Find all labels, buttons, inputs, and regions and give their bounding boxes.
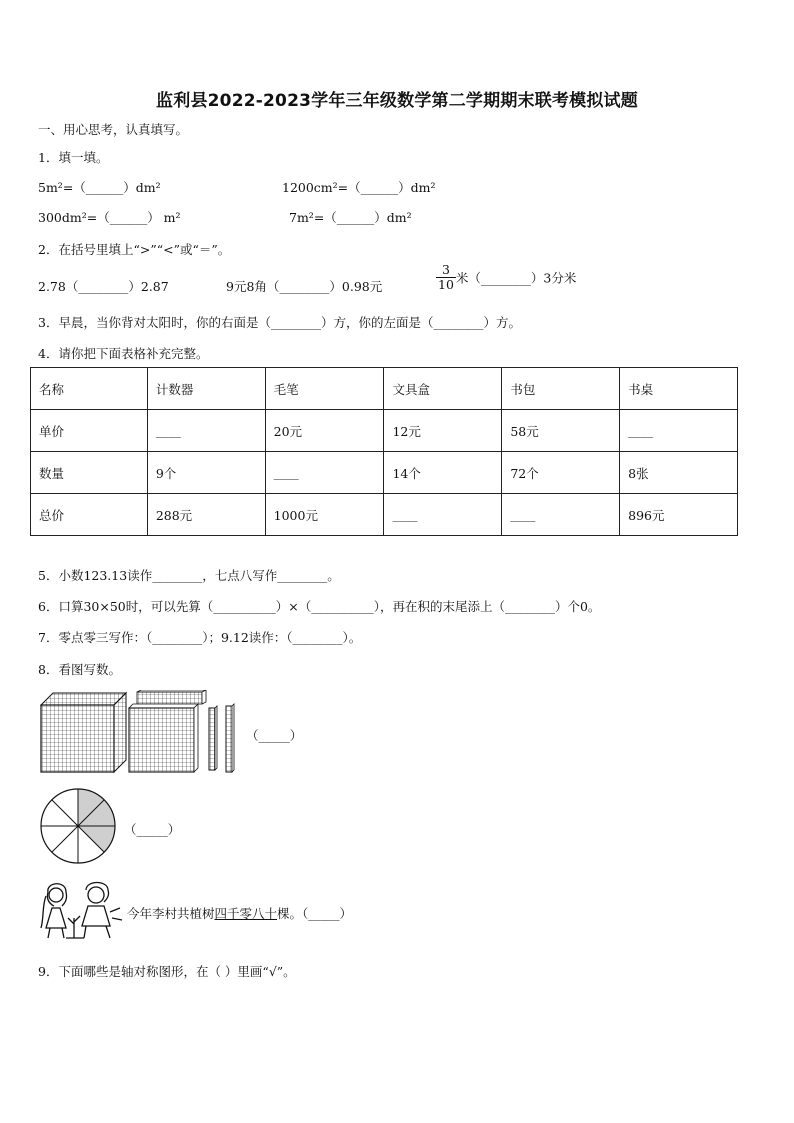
hundred-flat-icon [129, 704, 198, 772]
q8-blank-1: （_____） [246, 728, 303, 743]
q2-heading: 2．在括号里填上“>”“<”或“＝”。 [38, 242, 231, 257]
q8-heading: 8．看图写数。 [38, 662, 121, 677]
children-illustration [38, 878, 124, 942]
fraction-denominator: 10 [438, 277, 454, 292]
q8-item-3-prefix: 今年李村共植树 [127, 906, 215, 921]
table-cell: 总价 [31, 494, 148, 536]
table-row [31, 494, 738, 536]
table-cell: 书包 [502, 368, 620, 410]
table-cell: 名称 [31, 368, 148, 410]
q7-text: 7．零点零三写作：（________）；9.12读作：（________）。 [38, 630, 362, 645]
table-cell: 9个 [147, 452, 265, 494]
q2-item-c-text: 米（________）3分米 [455, 270, 577, 286]
table-cell: 文具盒 [384, 368, 502, 410]
table-row [31, 410, 738, 452]
table-cell: ____ [384, 494, 502, 536]
table-cell: 单价 [31, 410, 148, 452]
table-cell: 毛笔 [265, 368, 384, 410]
table-cell: 20元 [265, 410, 384, 452]
base-ten-blocks-figure [38, 690, 244, 776]
section-heading: 一、用心思考，认真填写。 [38, 122, 189, 137]
table-cell: 数量 [31, 452, 148, 494]
table-row [31, 452, 738, 494]
table-cell: ____ [265, 452, 384, 494]
table-cell: 58元 [502, 410, 620, 452]
table-cell: ____ [620, 410, 738, 452]
q2-item-c [436, 263, 576, 292]
table-cell: 288元 [147, 494, 265, 536]
table-cell: 896元 [620, 494, 738, 536]
table-cell: 计数器 [147, 368, 265, 410]
hundred-flat-icon [137, 690, 206, 704]
fraction [436, 263, 456, 292]
q5-text: 5．小数123.13读作________，七点八写作________。 [38, 568, 340, 583]
ten-rod-icon [226, 704, 234, 772]
thousand-cube-icon [41, 693, 126, 772]
q8-item-3-underlined: 四千零八十 [214, 906, 278, 921]
q1-item-b: 1200cm²=（______）dm² [282, 180, 436, 195]
ten-rod-icon [209, 706, 217, 770]
q2-item-b: 9元8角（________）0.98元 [226, 279, 383, 294]
data-table [30, 367, 738, 536]
q4-heading: 4．请你把下面表格补充完整。 [38, 346, 209, 361]
table-cell: 12元 [384, 410, 502, 452]
table-row [31, 368, 738, 410]
q8-blank-2: （_____） [124, 822, 181, 837]
table-cell: 14个 [384, 452, 502, 494]
table-cell: 书桌 [620, 368, 738, 410]
table-cell: 72个 [502, 452, 620, 494]
q3-text: 3．早晨，当你背对太阳时，你的右面是（________）方，你的左面是（________）方。 [38, 315, 521, 330]
q1-item-c: 300dm²=（______） m² [38, 210, 181, 225]
q1-heading: 1．填一填。 [38, 150, 109, 165]
q1-item-a: 5m²=（______）dm² [38, 180, 161, 195]
q9-text: 9．下面哪些是轴对称图形，在（ ）里画“√”。 [38, 964, 296, 979]
q2-item-a: 2.78（________）2.87 [38, 279, 169, 294]
fraction-circle-figure [38, 786, 118, 866]
q6-text: 6．口算30×50时，可以先算（__________）×（__________），再在积的末尾添上（________）个0。 [38, 599, 601, 614]
table-cell: 1000元 [265, 494, 384, 536]
fraction-numerator: 3 [436, 263, 456, 278]
table-cell: ____ [502, 494, 620, 536]
table-cell: 8张 [620, 452, 738, 494]
table-cell: ____ [147, 410, 265, 452]
q1-item-d: 7m²=（______）dm² [289, 210, 412, 225]
q8-item-3 [127, 904, 352, 922]
page-title: 监利县2022-2023学年三年级数学第二学期期末联考模拟试题 [156, 91, 638, 111]
q8-item-3-suffix: 棵。（_____） [277, 906, 353, 921]
